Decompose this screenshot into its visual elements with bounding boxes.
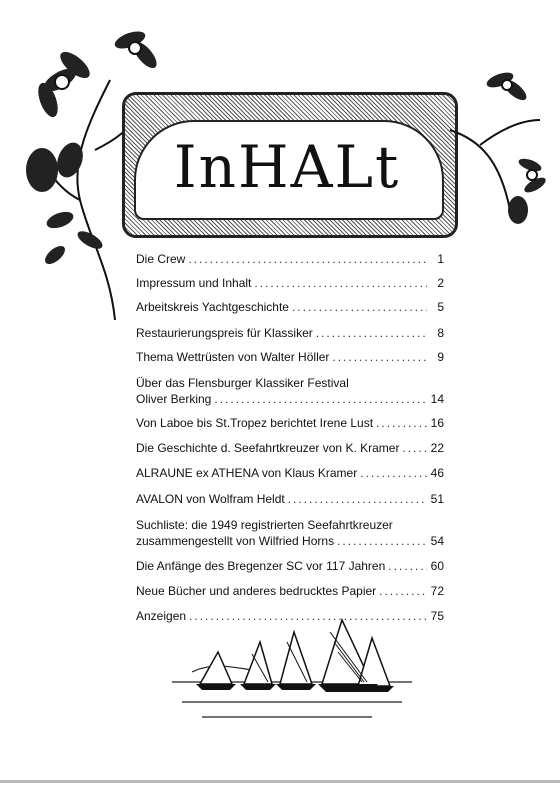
toc-page-number: 16 — [430, 416, 444, 430]
toc-entry[interactable] — [136, 276, 444, 290]
leader-dots — [360, 466, 427, 480]
toc-page-number: 22 — [430, 441, 444, 455]
toc-entry[interactable] — [136, 584, 444, 598]
toc-page-number: 60 — [430, 559, 444, 573]
toc-entry-title: AVALON von Wolfram Heldt — [136, 492, 285, 506]
ornamental-header — [20, 20, 540, 320]
toc-page-number: 9 — [437, 350, 444, 364]
toc-entry-title: Arbeitskreis Yachtgeschichte — [136, 300, 289, 314]
toc-entry-title-line1: Suchliste: die 1949 registrierten Seefahrtkreuzer — [136, 518, 393, 532]
toc-entry[interactable] — [136, 326, 444, 340]
toc-page-number: 75 — [430, 609, 444, 623]
toc-entry-title: Thema Wettrüsten von Walter Höller — [136, 350, 330, 364]
toc-page-number: 8 — [437, 326, 444, 340]
toc-entry-title: Die Anfänge des Bregenzer SC vor 117 Jahren — [136, 559, 386, 573]
toc-entry[interactable] — [136, 441, 444, 455]
toc-entry-title: Anzeigen — [136, 609, 187, 623]
toc-entry-title: Restaurierungspreis für Klassiker — [136, 326, 313, 340]
sailing-boats-illustration — [172, 612, 412, 732]
toc-page-number: 54 — [430, 534, 444, 548]
leader-dots — [214, 392, 427, 406]
toc-entry[interactable] — [136, 518, 444, 548]
toc-entry-title: zusammengestellt von Wilfried Horns — [136, 534, 335, 548]
toc-entry[interactable] — [136, 416, 444, 430]
toc-entry[interactable] — [136, 350, 444, 364]
toc-entry-title-line1: Über das Flensburger Klassiker Festival — [136, 376, 349, 390]
toc-entry[interactable] — [136, 376, 444, 406]
toc-entry-title: Impressum und Inhalt — [136, 276, 252, 290]
leader-dots — [379, 584, 427, 598]
leader-dots — [337, 534, 427, 548]
toc-page-number: 51 — [430, 492, 444, 506]
toc-entry-title: Von Laboe bis St.Tropez berichtet Irene Lust — [136, 416, 374, 430]
toc-entry-title: Die Crew — [136, 252, 186, 266]
toc-entry-title: Die Geschichte d. Seefahrtkreuzer von K. Kramer — [136, 441, 400, 455]
floral-ornament-right — [440, 60, 550, 230]
toc-entry[interactable] — [136, 252, 444, 266]
toc-entry-title: Oliver Berking — [136, 392, 212, 406]
toc-entry-title: Neue Bücher und anderes bedrucktes Papier — [136, 584, 377, 598]
page-bottom-rule — [0, 780, 560, 783]
leader-dots — [316, 326, 427, 340]
toc-page-number: 2 — [437, 276, 444, 290]
page-title-text: InHALt — [173, 133, 401, 201]
leader-dots — [288, 492, 427, 506]
leader-dots — [292, 300, 427, 314]
leader-dots — [332, 350, 427, 364]
toc-entry[interactable] — [136, 559, 444, 573]
page-title — [134, 132, 440, 202]
toc-entry[interactable] — [136, 300, 444, 314]
leader-dots — [376, 416, 427, 430]
toc-page-number: 46 — [430, 466, 444, 480]
leader-dots — [254, 276, 427, 290]
toc-entry[interactable] — [136, 492, 444, 506]
leader-dots — [388, 559, 427, 573]
toc-page-number: 1 — [437, 252, 444, 266]
toc-entry-title: ALRAUNE ex ATHENA von Klaus Kramer — [136, 466, 358, 480]
leader-dots — [402, 441, 427, 455]
toc-page-number: 72 — [430, 584, 444, 598]
leader-dots — [188, 252, 427, 266]
toc-page-number: 5 — [437, 300, 444, 314]
toc-entry[interactable] — [136, 466, 444, 480]
toc-page-number: 14 — [430, 392, 444, 406]
